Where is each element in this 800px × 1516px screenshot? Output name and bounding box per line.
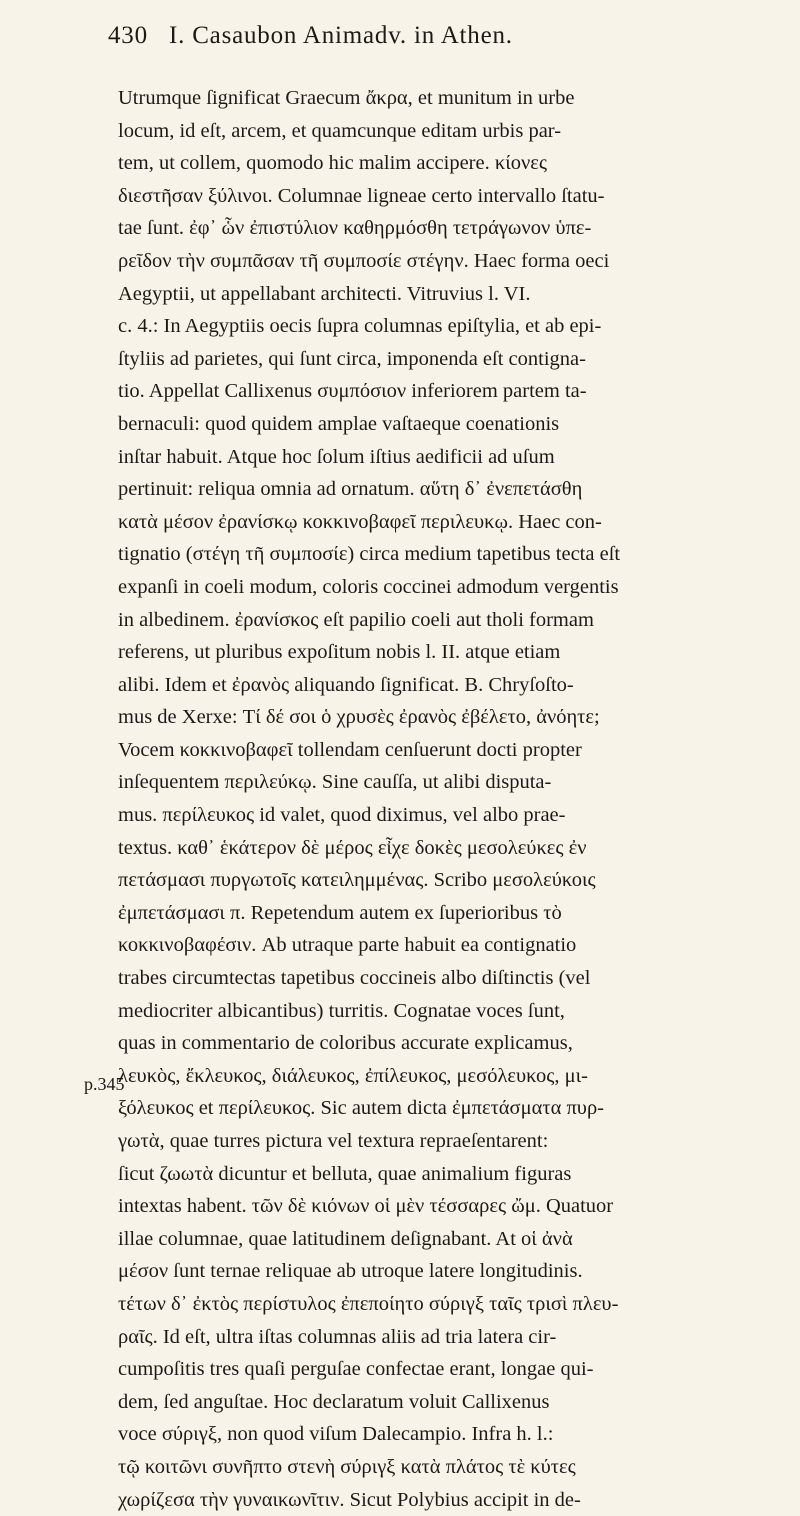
text-line: in albedinem. ἐρανίσκος eſt papilio coeli aut tholi formam <box>118 608 594 631</box>
text-line: textus. καθ᾽ ἑκάτερον δὲ μέρος εἶχε δοκὲς μεσολεύκες ἐν <box>118 836 587 859</box>
text-line: cumpoſitis tres quaſi perguſae confectae erant, longae qui- <box>118 1358 594 1381</box>
text-line: ſtyliis ad parietes, qui ſunt circa, imponenda eſt contigna- <box>118 347 586 370</box>
text-line: Aegyptii, ut appellabant architecti. Vitruvius l. VI. <box>118 282 531 305</box>
text-line: dem, ſed anguſtae. Hoc declaratum voluit Callixenus <box>118 1390 550 1413</box>
text-line: πετάσμασι πυργωτοῖς κατειλημμένας. Scribo μεσολεύκοις <box>118 869 596 892</box>
text-line: bernaculi: quod quidem amplae vaſtaeque coenationis <box>118 412 560 435</box>
text-line: intextas habent. τῶν δὲ κιόνων οἱ μὲν τέσσαρες ὤμ. Quatuor <box>118 1195 614 1218</box>
text-line: τῷ κοιτῶνι συνῆπτο στενὴ σύριγξ κατὰ πλάτος τὲ κύτες <box>118 1455 576 1478</box>
page-number: 430 <box>108 22 148 49</box>
text-line: ραῖς. Id eſt, ultra iſtas columnas aliis ad tria latera cir- <box>118 1325 557 1348</box>
text-line: mediocriter albicantibus) turritis. Cognatae voces ſunt, <box>118 999 565 1022</box>
text-line: ſicut ζωωτὰ dicuntur et belluta, quae animalium figuras <box>118 1162 572 1185</box>
text-line: referens, ut pluribus expoſitum nobis l. II. atque etiam <box>118 641 561 664</box>
text-line: inſtar habuit. Atque hoc ſolum iſtius aedificii ad uſum <box>118 445 555 468</box>
text-line: κοκκινοβαφέσιν. Ab utraque parte habuit ea contignatio <box>118 934 577 957</box>
text-line: locum, id eſt, arcem, et quamcunque editam urbis par- <box>118 119 562 142</box>
text-line: inſequentem περιλεύκῳ. Sine cauſſa, ut alibi disputa- <box>118 771 552 794</box>
text-line: ρεῖδον τὴν συμπᾶσαν τῆ συμποσίε στέγην. Haec forma oeci <box>118 249 610 272</box>
text-line: τέτων δ᾽ ἐκτὸς περίστυλος ἐπεποίητο σύριγξ ταῖς τρισὶ πλευ- <box>118 1292 619 1315</box>
text-line: mus de Xerxe: Τί δέ σοι ὁ χρυσὲς ἐρανὸς ἐβέλετο, ἀνόητε; <box>118 706 600 729</box>
text-line: pertinuit: reliqua omnia ad ornatum. αὕτη δ᾽ ἐνεπετάσθη <box>118 478 583 501</box>
text-line: tem, ut collem, quomodo hic malim accipere. κίονες <box>118 152 547 175</box>
text-line: Utrumque ſignificat Graecum ἄκρα, et munitum in urbe <box>118 87 575 109</box>
text-line: λευκὸς, ἔκλευκος, διάλευκος, ἐπίλευκος, μεσόλευκος, μι- <box>118 1064 588 1087</box>
text-line: tignatio (στέγη τῆ συμποσίε) circa medium tapetibus tecta eſt <box>118 543 621 566</box>
text-line: γωτὰ, quae turres pictura vel textura repraeſentarent: <box>118 1130 549 1152</box>
text-line: tio. Appellat Callixenus συμπόσιον inferiorem partem ta- <box>118 380 587 403</box>
text-line: Vocem κοκκινοβαφεῖ tollendam cenſuerunt docti propter <box>118 738 582 761</box>
text-line: alibi. Idem et ἐρανὸς aliquando ſignificat. B. Chryſoſto- <box>118 673 574 696</box>
running-header <box>108 22 708 50</box>
text-line: tae ſunt. ἐφ᾽ ὧν ἐπιστύλιον καθηρμόσθη τετράγωνον ὑπε- <box>118 217 592 240</box>
body-text <box>118 82 718 1516</box>
running-title: I. Casaubon Animadv. in Athen. <box>168 22 513 49</box>
text-line: voce σύριγξ, non quod viſum Dalecampio. Infra h. l.: <box>118 1423 554 1446</box>
text-line: διεστῆσαν ξύλινοι. Columnae ligneae certo intervallo ſtatu- <box>118 184 605 207</box>
text-line: μέσον ſunt ternae reliquae ab utroque latere longitudinis. <box>118 1260 583 1283</box>
text-line: ξόλευκος et περίλευκος. Sic autem dicta ἐμπετάσματα πυρ- <box>118 1097 604 1120</box>
text-line: c. 4.: In Aegyptiis oecis ſupra columnas epiſtylia, et ab epi- <box>118 315 602 338</box>
text-line: illae columnae, quae latitudinem deſignabant. At οἱ ἀνὰ <box>118 1227 573 1250</box>
text-line: quas in commentario de coloribus accurate explicamus, <box>118 1032 573 1055</box>
margin-page-reference: p.345 <box>84 1074 125 1094</box>
text-line: trabes circumtectas tapetibus coccineis albo diſtinctis (vel <box>118 967 591 990</box>
text-line: mus. περίλευκος id valet, quod diximus, vel albo prae- <box>118 804 566 827</box>
text-line: expanſi in coeli modum, coloris coccinei admodum vergentis <box>118 575 619 598</box>
text-line: ἐμπετάσμασι π. Repetendum autem ex ſuperioribus τὸ <box>118 901 562 924</box>
text-line: χωρίζεσα τὴν γυναικωνῖτιν. Sicut Polybius accipit in de- <box>118 1488 581 1511</box>
text-line: κατὰ μέσον ἐρανίσκῳ κοκκινοβαφεῖ περιλευκῳ. Haec con- <box>118 510 602 533</box>
